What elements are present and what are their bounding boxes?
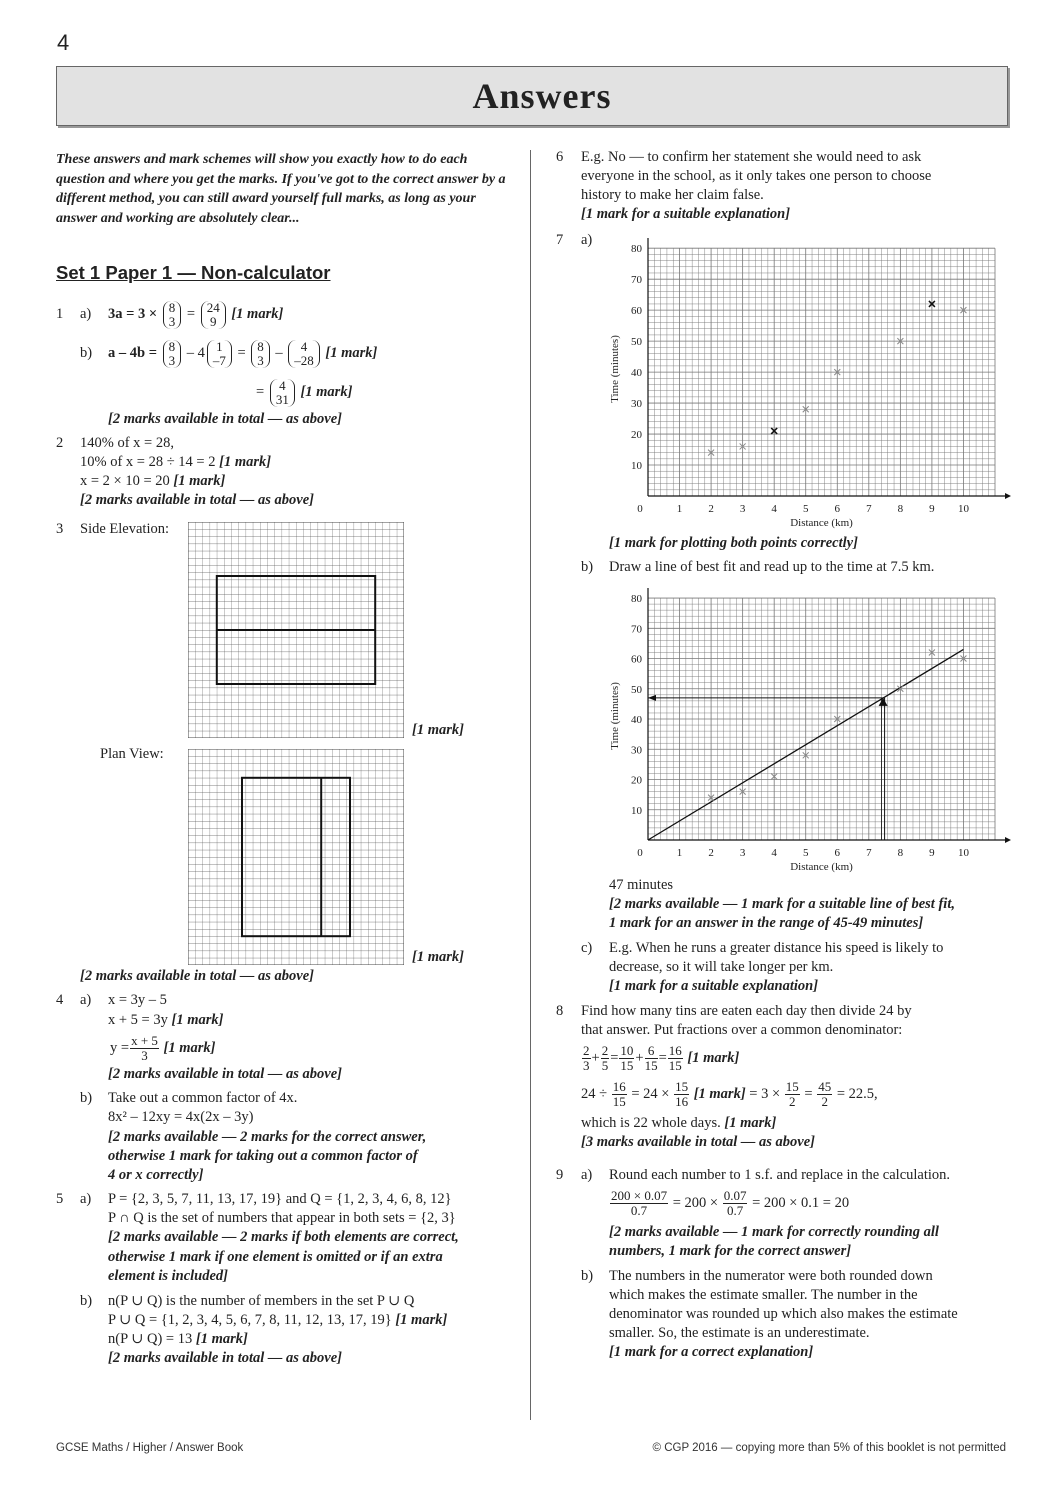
q1-total: [2 marks available in total — as above] xyxy=(108,411,342,427)
q1a-line xyxy=(108,296,283,332)
x-axis-arrow xyxy=(1005,493,1011,499)
q3-number: 3 xyxy=(56,521,64,537)
q9a-label: a) xyxy=(581,1167,593,1183)
q8-line3: $\frac{2}{3}$ + $\frac{2}{5}$ = $\frac{10}{15}$ + $\frac{6}{15}$ = $\frac{16}{15}$ [1 mark] xyxy=(583,1043,740,1074)
q4a-label: a) xyxy=(80,992,92,1008)
q5a-mark2: otherwise 1 mark if one element is omitted or if an extra xyxy=(108,1249,443,1265)
q7c-line2: decrease, so it will take longer per km. xyxy=(609,959,834,975)
q1c-mark: [1 mark] xyxy=(300,384,353,400)
q5b-label: b) xyxy=(80,1293,93,1309)
q1b-label: b) xyxy=(80,345,93,361)
q5a-label: a) xyxy=(80,1191,92,1207)
x-tick-label: 0 xyxy=(637,503,643,515)
q8-line1: Find how many tins are eaten each day then divide 24 by xyxy=(581,1003,912,1019)
q9b-line4: smaller. So, the estimate is an underestimate. xyxy=(609,1325,870,1341)
x-tick-label: 9 xyxy=(929,503,935,515)
q1a-pre: 3a = 3 × xyxy=(108,306,158,322)
q1b-pre: a – 4b = xyxy=(108,345,157,361)
q7b-label: b) xyxy=(581,559,594,575)
q3-plan-label: Plan View: xyxy=(100,746,164,762)
x-tick-label: 1 xyxy=(676,847,683,859)
q8-total: [3 marks available in total — as above] xyxy=(581,1134,815,1150)
side-elevation-grid xyxy=(188,522,404,738)
q2-total: [2 marks available in total — as above] xyxy=(80,492,314,508)
q1c-line: = 4 31 [1 mark] xyxy=(256,377,353,407)
y-tick-label: 30 xyxy=(631,398,642,411)
q4b-mark1: [2 marks available — 2 marks for the correct answer, xyxy=(108,1129,427,1145)
q9a-line1: Round each number to 1 s.f. and replace in the calculation. xyxy=(609,1167,951,1183)
y-axis-label: Time (minutes) xyxy=(609,682,621,750)
q5b-line2: P ∪ Q = {1, 2, 3, 4, 5, 6, 7, 8, 11, 12, 13, 17, 19} [1 mark] xyxy=(108,1312,448,1328)
q4a-line1: x = 3y – 5 xyxy=(108,992,167,1008)
x-axis-arrow xyxy=(1005,837,1011,843)
x-tick-label: 8 xyxy=(897,847,904,859)
q9b-mark: [1 mark for a correct explanation] xyxy=(609,1344,814,1360)
q7b-text: Draw a line of best fit and read up to the time at 7.5 km. xyxy=(609,559,935,575)
q7a-scatter-chart xyxy=(600,232,1012,532)
q6-mark: [1 mark for a suitable explanation] xyxy=(581,206,791,222)
q2-line2: 10% of x = 28 ÷ 14 = 2 [1 mark] xyxy=(80,454,272,470)
q1b-mark: [1 mark] xyxy=(325,345,378,361)
x-axis-label: Distance (km) xyxy=(790,517,853,529)
q1a-vector2: 24 9 xyxy=(201,301,226,329)
q1-number: 1 xyxy=(56,306,64,322)
q3-side-label: Side Elevation: xyxy=(80,521,169,537)
footer-left: GCSE Maths / Higher / Answer Book xyxy=(56,1442,244,1454)
q9-number: 9 xyxy=(556,1167,564,1183)
x-tick-label: 5 xyxy=(802,847,809,859)
section-title: Set 1 Paper 1 — Non-calculator xyxy=(56,262,331,283)
x-tick-label: 7 xyxy=(866,847,872,859)
q2-number: 2 xyxy=(56,435,64,451)
q6-number: 6 xyxy=(556,149,564,165)
x-tick-label: 3 xyxy=(739,503,746,515)
q6-line2: everyone in the school, as it only takes one person to choose xyxy=(581,168,932,184)
q4b-line2: 8x² – 12xy = 4x(2x – 3y) xyxy=(108,1109,254,1125)
x-tick-label: 8 xyxy=(897,503,904,515)
y-tick-label: 50 xyxy=(631,336,642,349)
x-tick-label: 5 xyxy=(802,503,809,515)
q7b-mark1: [2 marks available — 1 mark for a suitable line of best fit, xyxy=(609,896,955,912)
q7c-line1: E.g. When he runs a greater distance his speed is likely to xyxy=(609,940,944,956)
q9b-line1: The numbers in the numerator were both rounded down xyxy=(609,1268,933,1284)
page-number: 4 xyxy=(57,30,70,55)
q3-total: [2 marks available in total — as above] xyxy=(80,968,314,984)
read-off-arrow-left xyxy=(648,695,656,701)
q2-line3: x = 2 × 10 = 20 [1 mark] xyxy=(80,473,226,489)
q8-line5: which is 22 whole days. [1 mark] xyxy=(581,1115,777,1131)
title-banner xyxy=(56,66,1008,126)
x-tick-label: 4 xyxy=(771,847,777,859)
y-tick-label: 20 xyxy=(631,429,642,442)
q5b-line1: n(P ∪ Q) is the number of members in the set P ∪ Q xyxy=(108,1293,415,1309)
q1a-eq: = xyxy=(186,306,196,322)
q4b-mark2: otherwise 1 mark for taking out a common factor of xyxy=(108,1148,418,1164)
q8-line4: 24 ÷ $\frac{16}{15}$ = 24 × $\frac{15}{16}$ [1 mark] = 3 × $\frac{15}{2}$ = $\frac{45}{2}$ = 22.5, xyxy=(581,1079,878,1110)
x-tick-label: 2 xyxy=(708,847,714,859)
q9b-label: b) xyxy=(581,1268,594,1284)
y-tick-label: 10 xyxy=(631,460,642,473)
x-tick-label: 7 xyxy=(866,503,872,515)
q5a-mark1: [2 marks available — 2 marks if both elements are correct, xyxy=(108,1229,459,1245)
q4a-total: [2 marks available in total — as above] xyxy=(108,1066,342,1082)
page-title: Answers xyxy=(472,76,612,116)
q5a-line2: P ∩ Q is the set of numbers that appear in both sets = {2, 3} xyxy=(108,1210,456,1226)
q7a-mark: [1 mark for plotting both points correctly] xyxy=(609,535,858,551)
x-tick-label: 10 xyxy=(957,847,969,859)
y-tick-label: 40 xyxy=(631,367,642,380)
q5-number: 5 xyxy=(56,1191,64,1207)
read-off-arrow-up xyxy=(879,698,888,706)
y-tick-label: 50 xyxy=(631,683,642,696)
q1a-mark: [1 mark] xyxy=(231,306,284,322)
y-tick-label: 80 xyxy=(631,243,642,256)
q3-mark2: [1 mark] xyxy=(412,949,464,965)
y-axis-label: Time (minutes) xyxy=(609,335,621,403)
x-tick-label: 10 xyxy=(957,503,969,515)
q1a-vector1: 8 3 xyxy=(163,301,182,329)
q9b-line2: which makes the estimate smaller. The number in the xyxy=(609,1287,918,1303)
q4b-label: b) xyxy=(80,1090,93,1106)
q4-number: 4 xyxy=(56,992,64,1008)
column-divider xyxy=(530,150,531,1420)
q7b-mark2: 1 mark for an answer in the range of 45-49 minutes] xyxy=(609,915,924,931)
x-tick-label: 4 xyxy=(771,503,777,515)
q5b-line3: n(P ∪ Q) = 13 [1 mark] xyxy=(108,1331,248,1347)
y-tick-label: 30 xyxy=(631,744,642,757)
x-tick-label: 9 xyxy=(929,847,935,859)
q2-line1: 140% of x = 28, xyxy=(80,435,174,451)
y-tick-label: 70 xyxy=(631,274,642,287)
q9a-mark2: numbers, 1 mark for the correct answer] xyxy=(609,1243,852,1259)
intro-text: These answers and mark schemes will show you exactly how to do each question and where you get the marks. If you've got to the correct answer by a different method, you can still award yourself full marks, as long as your answer and working are absolutely clear... xyxy=(56,152,506,226)
q7-number: 7 xyxy=(556,232,564,248)
q7c-label: c) xyxy=(581,940,593,956)
q4a-line2: x + 5 = 3y [1 mark] xyxy=(108,1012,224,1028)
q8-number: 8 xyxy=(556,1003,564,1019)
q7a-label: a) xyxy=(581,232,593,248)
q6-line1: E.g. No — to confirm her statement she would need to ask xyxy=(581,149,922,165)
x-tick-label: 1 xyxy=(676,503,683,515)
q8-line2: that answer. Put fractions over a common denominator: xyxy=(581,1022,903,1038)
plan-view-grid xyxy=(188,749,404,965)
q9a-mark1: [2 marks available — 1 mark for correctly rounding all xyxy=(609,1224,939,1240)
x-axis-label: Distance (km) xyxy=(790,861,853,873)
q5b-total: [2 marks available in total — as above] xyxy=(108,1350,342,1366)
q5a-line1: P = {2, 3, 5, 7, 11, 13, 17, 19} and Q = {1, 2, 3, 4, 6, 8, 12} xyxy=(108,1191,452,1207)
q1b-line: a – 4b = 8 3 – 4 1 –7 = 8 3 – 4 –28 [1 mark] xyxy=(108,338,378,368)
q4b-mark3: 4 or x correctly] xyxy=(108,1167,204,1183)
q4a-line3: y = $\frac{x + 5}{3}$ [1 mark] xyxy=(110,1033,216,1064)
x-tick-label: 6 xyxy=(834,847,841,859)
y-tick-label: 80 xyxy=(631,593,642,606)
x-tick-label: 2 xyxy=(708,503,714,515)
footer-right: © CGP 2016 — copying more than 5% of this booklet is not permitted xyxy=(652,1442,1006,1454)
q6-line3: history to make her claim false. xyxy=(581,187,764,203)
q7b-best-fit-chart xyxy=(600,582,1012,877)
q7c-mark: [1 mark for a suitable explanation] xyxy=(609,978,819,994)
y-tick-label: 60 xyxy=(631,653,642,666)
y-tick-label: 10 xyxy=(631,804,642,817)
q9b-line3: denominator was rounded up which also makes the estimate xyxy=(609,1306,958,1322)
q4b-line1: Take out a common factor of 4x. xyxy=(108,1090,298,1106)
q1a-label: a) xyxy=(80,306,92,322)
y-tick-label: 20 xyxy=(631,774,642,787)
q3-mark1: [1 mark] xyxy=(412,722,464,738)
x-tick-label: 0 xyxy=(637,847,643,859)
x-tick-label: 3 xyxy=(739,847,746,859)
y-tick-label: 70 xyxy=(631,623,642,636)
q9a-line2: $\frac{200 \times 0.07}{0.7}$ = 200 × $\frac{0.07}{0.7}$ = 200 × 0.1 = 20 xyxy=(611,1188,850,1219)
y-tick-label: 60 xyxy=(631,305,642,318)
y-tick-label: 40 xyxy=(631,714,642,727)
q5a-mark3: element is included] xyxy=(108,1268,229,1284)
x-tick-label: 6 xyxy=(834,503,841,515)
q7b-answer: 47 minutes xyxy=(609,877,674,893)
